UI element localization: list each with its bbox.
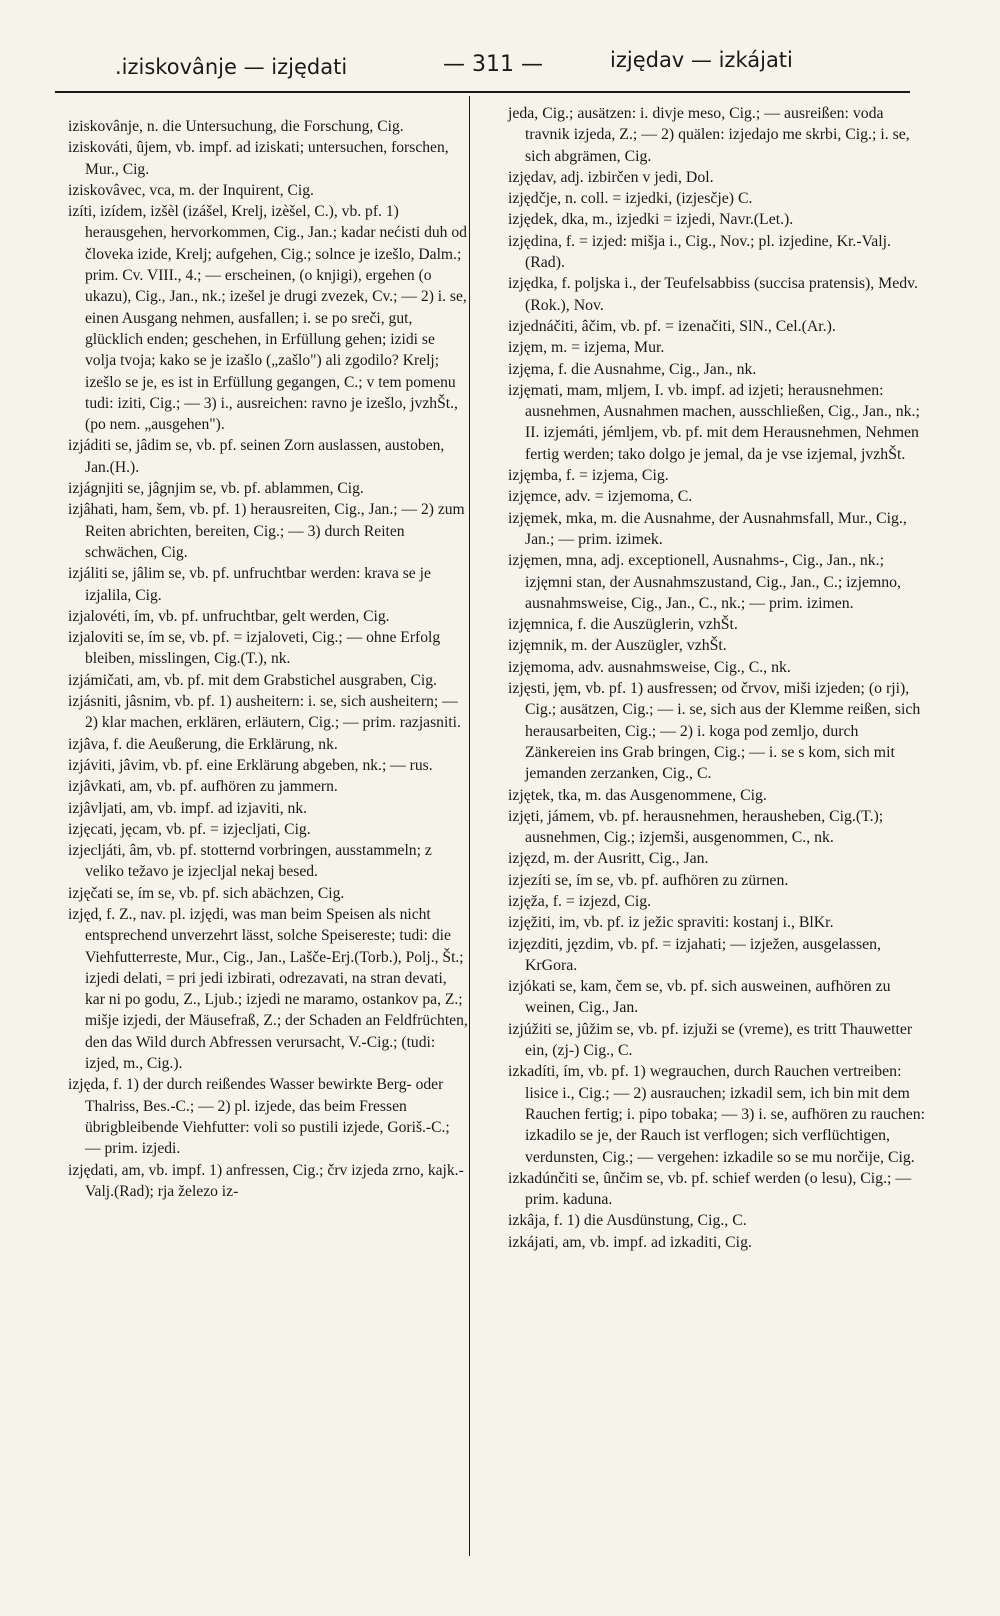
dictionary-entry: izjędek, dka, m., izjedki = izjedi, Navr.(Let.). xyxy=(508,211,794,229)
dictionary-entry: izjednáčiti, âčim, vb. pf. = izenačiti, SlN., Cel.(Ar.). xyxy=(508,317,836,335)
dictionary-entry: izjęmnica, f. die Auszüglerin, vzhŠt. xyxy=(508,616,738,634)
dictionary-entry: izjęmen, mna, adj. exceptionell, Ausnahms-, Cig., Jan., nk.; izjęmni stan, der Ausnahmszustand, Cig., Jan., C.; izjemno, ausnahmsweise, Cig., Jan., C., nk.; — prim. izimen. xyxy=(508,552,902,612)
dictionary-entry: izjędav, adj. izbirčen v jedi, Dol. xyxy=(508,168,714,186)
dictionary-entry: izjęsti, jęm, vb. pf. 1) ausfressen; od črvov, miši izjeden; (o rji), Cig.; ausätzen, Cig.; — i. se, sich aus der Klemme reißen, sich herausarbeiten, Cig.; — 2) i. koga pod zemljo, durch Zänkereien ins Grab bringen, Cig.; — i. se s kom, sich mit jemanden zerzanken, Cig., C. xyxy=(508,680,921,783)
dictionary-entry: izjęcati, jęcam, vb. pf. = izjecljati, Cig. xyxy=(68,820,311,838)
dictionary-entry: izjâhati, ham, šem, vb. pf. 1) herausreiten, Cig., Jan.; — 2) zum Reiten abrichten, bereiten, Cig.; — 3) durch Reiten schwächen, Cig. xyxy=(68,501,465,561)
dictionary-entry: izjędati, am, vb. impf. 1) anfressen, Cig.; črv izjeda zrno, kajk.- Valj.(Rad); rja železo iz- xyxy=(68,1161,464,1200)
header-left-guide-words: .iziskovânje — izjędati xyxy=(115,55,348,79)
dictionary-entry: izjęd, f. Z., nav. pl. izjędi, was man beim Speisen als nicht entsprechend unverzehrt lässt, solche Speisereste; tudi: die Viehfutterreste, Mur., Cig., Jan., Lašče-Erj.(Torb.), Polj., Št.; izjedi delati, = pri jedi izbirati, odrezavati, na stran devati, kar ni po godu, Z., Ljub.; izjedi ne maramo, ostankov pa, Z.; mišje izjedi, der Mäusefraß, Z.; der Schaden an Feldfrüchten, den das Wild durch Abfressen verursacht, V.-Cig.; (tudi: izjed, m., Cig.). xyxy=(68,905,468,1073)
dictionary-entry: izjęža, f. = izjezd, Cig. xyxy=(508,892,652,910)
dictionary-entry: izjámičati, am, vb. pf. mit dem Grabstichel ausgraben, Cig. xyxy=(68,671,437,689)
header-right-guide-words: izjędav — izkájati xyxy=(610,48,793,72)
dictionary-entry: izkájati, am, vb. impf. ad izkaditi, Cig. xyxy=(508,1233,752,1251)
dictionary-entry: izjásniti, jâsnim, vb. pf. 1) ausheitern: i. se, sich ausheitern; — 2) klar machen, erklären, erläutern, Cig.; — prim. razjasniti. xyxy=(68,693,461,732)
dictionary-entry: izjęm, m. = izjema, Mur. xyxy=(508,339,665,357)
dictionary-entry: izjęmoma, adv. ausnahmsweise, Cig., C., nk. xyxy=(508,658,791,676)
dictionary-entry: izjáliti se, jâlim se, vb. pf. unfruchtbar werden: krava se je izjalila, Cig. xyxy=(68,565,431,604)
dictionary-entry: izjęmati, mam, mljem, I. vb. impf. ad izjeti; herausnehmen: ausnehmen, Ausnahmen machen, ausschließen, Cig., Jan., nk.; II. izjemáti, jémljem, vb. pf. mit dem Herausnehmen, Nehmen fertig werden; tako dolgo je jemal, da je vse izjemal, jvzhŠt. xyxy=(508,381,920,463)
column-divider xyxy=(469,96,470,1556)
dictionary-entry: izjęti, jámem, vb. pf. herausnehmen, herausheben, Cig.(T.); ausnehmen, Cig.; izjemši, ausgenommen, C., nk. xyxy=(508,807,884,847)
dictionary-entry: izjalovéti, ím, vb. pf. unfruchtbar, gelt werden, Cig. xyxy=(68,607,390,625)
dictionary-entry: iziskovânje, n. die Untersuchung, die Forschung, Cig. xyxy=(68,118,404,135)
right-column xyxy=(508,103,926,1253)
dictionary-entry: izjęžiti, im, vb. pf. iz ježic spraviti: kostanj i., BlKr. xyxy=(508,914,834,932)
dictionary-entry: izjędina, f. = izjed: mišja i., Cig., Nov.; pl. izjedine, Kr.-Valj.(Rad). xyxy=(508,232,891,272)
dictionary-entry: izjęmnik, m. der Auszügler, vzhŠt. xyxy=(508,637,727,655)
dictionary-entry: iziskováti, ûjem, vb. impf. ad iziskati; untersuchen, forschen, Mur., Cig. xyxy=(68,139,449,178)
dictionary-entry: izjâvljati, am, vb. impf. ad izjaviti, nk. xyxy=(68,799,308,817)
page-number: — 311 — xyxy=(443,52,543,77)
dictionary-entry: jeda, Cig.; ausätzen: i. divje meso, Cig.; — ausreißen: voda travnik izjeda, Z.; — 2) quälen: izjedajo me skrbi, Cig.; i. se, sich abgrämen, Cig. xyxy=(508,105,910,165)
dictionary-entry: izjęmek, mka, m. die Ausnahme, der Ausnahmsfall, Mur., Cig., Jan.; — prim. izimek. xyxy=(508,509,907,548)
dictionary-entry: izjęzditi, jęzdim, vb. pf. = izjahati; — izježen, ausgelassen, KrGora. xyxy=(508,935,881,974)
dictionary-entry: iziskovâvec, vca, m. der Inquirent, Cig. xyxy=(68,181,314,199)
dictionary-entry: izjęmce, adv. = izjemoma, C. xyxy=(508,488,693,506)
dictionary-entry: izjętek, tka, m. das Ausgenommene, Cig. xyxy=(508,786,767,804)
dictionary-entry: izjęmba, f. = izjema, Cig. xyxy=(508,467,669,485)
dictionary-entry: izjęda, f. 1) der durch reißendes Wasser bewirkte Berg- oder Thalriss, Bes.-C.; — 2) pl. izjede, das beim Fressen übrigbleibende Viehfutter: voli so pustili izjede, Goriš.-C.; — prim. izjedi. xyxy=(68,1076,450,1158)
dictionary-entry: izjâvkati, am, vb. pf. aufhören zu jammern. xyxy=(68,778,338,796)
dictionary-entry: izjezíti se, ím se, vb. pf. aufhören zu zürnen. xyxy=(508,871,789,889)
dictionary-entry: izíti, izídem, izšèl (izášel, Krelj, izèšel, C.), vb. pf. 1) herausgehen, hervorkommen, Cig., Jan.; kadar nećisti duh od človeka izide, Krelj; aufgehen, Cig.; solnce je izešlo, Dalm.; prim. Cv. VIII., 4.; — erscheinen, (o knjigi), ergehen (o ukazu), Cig., Jan., nk.; izešel je drugi zvezek, Cv.; — 2) i. se, einen Ausgang nehmen, ausfallen; i. se po sreči, gut, glücklich enden; geschehen, in Erfüllung gehen; izidi se volja tvoja; kako se je izašlo („zašlo") ali zgodilo? Krelj; izešlo se je, es ist in Erfüllung gegangen, C.; v tem pomenu tudi: iziti, Cig.; — 3) i., ausreichen: ravno je izešlo, jvzhŠt., (po nem. „ausgehen"). xyxy=(68,203,467,434)
dictionary-entry: izjúžiti se, jûžim se, vb. pf. izjuži se (vreme), es tritt Thauwetter ein, (zj-) Cig., C. xyxy=(508,1020,913,1060)
dictionary-entry: izjędčje, n. coll. = izjedki, (izjesčje) C. xyxy=(508,190,753,208)
running-header xyxy=(0,40,1000,96)
dictionary-entry: izjâva, f. die Aeußerung, die Erklärung, nk. xyxy=(68,735,338,753)
header-rule xyxy=(55,91,910,93)
dictionary-entry: izjágnjiti se, jâgnjim se, vb. pf. ablammen, Cig. xyxy=(68,480,364,498)
dictionary-entry: izkâja, f. 1) die Ausdünstung, Cig., C. xyxy=(508,1212,747,1230)
dictionary-entry: izjaloviti se, ím se, vb. pf. = izjaloveti, Cig.; — ohne Erfolg bleiben, misslingen, Cig.(T.), nk. xyxy=(68,629,441,668)
dictionary-entry: izjókati se, kam, čem se, vb. pf. sich ausweinen, aufhören zu weinen, Cig., Jan. xyxy=(508,978,891,1017)
dictionary-entry: izjędka, f. poljska i., der Teufelsabbiss (succisa pratensis), Medv.(Rok.), Nov. xyxy=(508,275,918,314)
dictionary-entry: izkadúnčiti se, ûnčim se, vb. pf. schief werden (o lesu), Cig.; — prim. kaduna. xyxy=(508,1169,912,1209)
dictionary-entry: izkadíti, ím, vb. pf. 1) wegrauchen, durch Rauchen vertreiben: lisice i., Cig.; — 2) ausrauchen; izkadil sem, ich bin mit dem Rauchen fertig; i. pipo tobaka; — 3) i. se, aufhören zu rauchen: izkadilo se je, der Rauch ist verflogen; sich verflüchtigen, verdunsten, Cig.; — vergehen: izkadile so se mu norčije, Cig. xyxy=(508,1063,926,1166)
dictionary-entry: izjęčati se, ím se, vb. pf. sich abächzen, Cig. xyxy=(68,884,345,902)
dictionary-entry: izjecljáti, âm, vb. pf. stotternd vorbringen, ausstammeln; z veliko težavo je izjecljal nekaj besed. xyxy=(68,842,432,881)
dictionary-entry: izjáviti, jâvim, vb. pf. eine Erklärung abgeben, nk.; — rus. xyxy=(68,756,433,774)
dictionary-entry: izjęma, f. die Ausnahme, Cig., Jan., nk. xyxy=(508,360,757,378)
left-column xyxy=(68,116,468,1202)
dictionary-entry: izjęzd, m. der Ausritt, Cig., Jan. xyxy=(508,850,709,868)
dictionary-entry: izjáditi se, jâdim se, vb. pf. seinen Zorn auslassen, austoben, Jan.(H.). xyxy=(68,437,445,476)
